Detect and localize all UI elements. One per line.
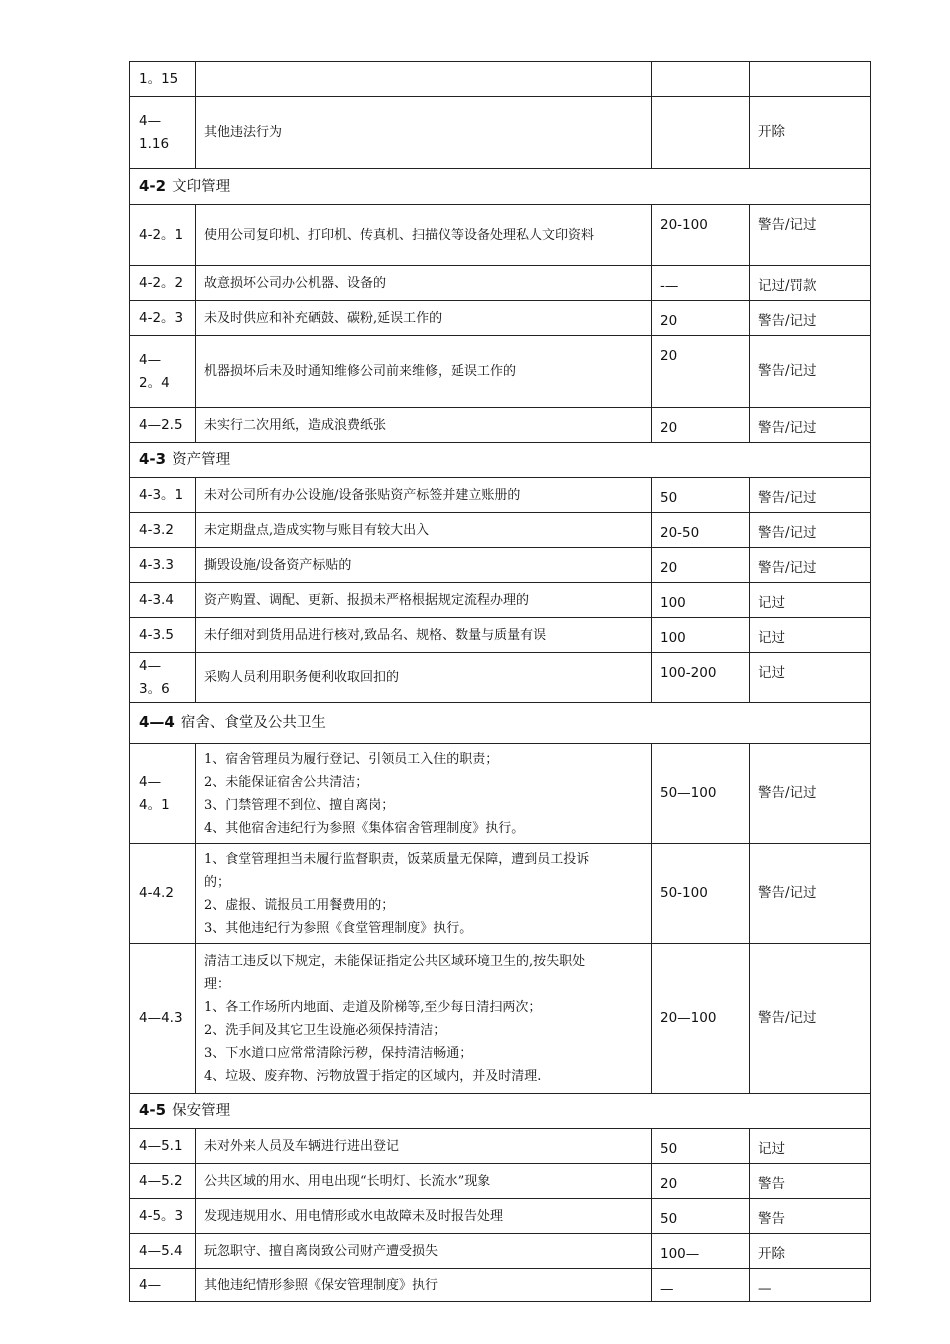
item-description [196, 478, 652, 513]
section-header-row [130, 1094, 871, 1129]
penalty: 记过 [750, 583, 871, 618]
section-name: 保安管理 [172, 1103, 231, 1119]
item-code: 4-5。3 [130, 1199, 196, 1234]
fine-amount: 100 [652, 583, 750, 618]
item-code: 4— 4。1 [130, 744, 196, 844]
item-code: 4—5.4 [130, 1234, 196, 1269]
penalty: 警告/记过 [750, 408, 871, 443]
section-header-row [130, 443, 871, 478]
description-line: 清洁工违反以下规定，未能保证指定公共区域环境卫生的,按失职处 [204, 953, 586, 969]
penalty: 警告 [750, 1164, 871, 1199]
item-code: 4—2.5 [130, 408, 196, 443]
fine-amount: 50—100 [652, 744, 750, 844]
penalty: 警告/记过 [750, 548, 871, 583]
penalty: 开除 [750, 1234, 871, 1269]
item-code: 4— [130, 1269, 196, 1302]
fine-amount: 20 [652, 1164, 750, 1199]
description-line: 资产购置、调配、更新、报损未严格根据规定流程办理的 [204, 592, 530, 608]
description-line: 2、虚报、谎报员工用餐费用的； [204, 897, 395, 913]
description-line: 的； [204, 874, 231, 890]
fine-amount: 100— [652, 1234, 750, 1269]
item-description [196, 513, 652, 548]
penalty: 警告/记过 [750, 205, 871, 266]
penalty: 记过 [750, 618, 871, 653]
item-description [196, 336, 652, 408]
item-description [196, 744, 652, 844]
description-line: 3、下水道口应常常清除污秽，保持清洁畅通； [204, 1045, 473, 1061]
penalty: 警告/记过 [750, 944, 871, 1094]
table-row [130, 618, 871, 653]
fine-amount: 50 [652, 1199, 750, 1234]
fine-amount: 20 [652, 408, 750, 443]
item-description [196, 266, 652, 301]
penalty: 警告 [750, 1199, 871, 1234]
section-number: 4-2 [139, 176, 167, 195]
fine-amount [652, 97, 750, 169]
description-line: 2、洗手间及其它卫生设施必须保持清洁； [204, 1022, 447, 1038]
item-description [196, 583, 652, 618]
table-row [130, 301, 871, 336]
section-title [130, 443, 871, 478]
item-description [196, 1234, 652, 1269]
description-line: 4、其他宿舍违纪行为参照《集体宿舍管理制度》执行。 [204, 820, 525, 836]
item-description [196, 205, 652, 266]
table-row [130, 1234, 871, 1269]
table-row [130, 844, 871, 944]
description-line: 2、未能保证宿舍公共清洁； [204, 774, 369, 790]
description-line: 发现违规用水、用电情形或水电故障未及时报告处理 [204, 1208, 504, 1224]
table-row [130, 336, 871, 408]
description-line: 使用公司复印机、打印机、传真机、扫描仪等设备处理私人文印资料 [204, 227, 595, 243]
penalty: 警告/记过 [750, 844, 871, 944]
table-row [130, 97, 871, 169]
item-description [196, 1199, 652, 1234]
description-line: 1、各工作场所内地面、走道及阶梯等,至少每日清扫两次； [204, 999, 542, 1015]
item-code: 4-2。3 [130, 301, 196, 336]
table-row [130, 1129, 871, 1164]
fine-amount: 50 [652, 1129, 750, 1164]
item-description [196, 1164, 652, 1199]
item-code: 4-3.5 [130, 618, 196, 653]
section-number: 4-3 [139, 450, 167, 468]
penalty: 记过/罚款 [750, 266, 871, 301]
table-row [130, 205, 871, 266]
fine-amount: 100-200 [652, 653, 750, 703]
fine-amount: 20—100 [652, 944, 750, 1094]
section-number: 4—4 [139, 713, 175, 731]
fine-amount: 50 [652, 478, 750, 513]
penalty [750, 62, 871, 97]
fine-amount [652, 62, 750, 97]
fine-amount: 20 [652, 301, 750, 336]
table-row [130, 478, 871, 513]
item-description [196, 408, 652, 443]
fine-amount: 20 [652, 336, 750, 408]
item-description [196, 62, 652, 97]
item-description [196, 618, 652, 653]
table-row [130, 1164, 871, 1199]
item-code: 4—5.2 [130, 1164, 196, 1199]
item-code: 4-2。2 [130, 266, 196, 301]
description-line: 公共区域的用水、用电出现“长明灯、长流水”现象 [204, 1173, 491, 1189]
fine-amount: 20 [652, 548, 750, 583]
table-row [130, 944, 871, 1094]
table-row [130, 583, 871, 618]
description-line: 3、门禁管理不到位、擅自离岗； [204, 797, 395, 813]
description-line: 未及时供应和补充硒鼓、碳粉,延误工作的 [204, 310, 443, 326]
description-line: 3、其他违纪行为参照《食堂管理制度》执行。 [204, 920, 473, 936]
table-row [130, 266, 871, 301]
table-row [130, 513, 871, 548]
item-description [196, 1129, 652, 1164]
section-header-row [130, 703, 871, 744]
penalty: 记过 [750, 1129, 871, 1164]
table-row [130, 744, 871, 844]
penalty: 警告/记过 [750, 744, 871, 844]
section-name: 宿舍、食堂及公共卫生 [180, 715, 326, 731]
table-row [130, 408, 871, 443]
section-title [130, 169, 871, 205]
section-number: 4-5 [139, 1101, 167, 1119]
description-line: 4、垃圾、废弃物、污物放置于指定的区域内，并及时清理. [204, 1068, 542, 1084]
description-line: 未定期盘点,造成实物与账目有较大出入 [204, 522, 430, 538]
penalty: — [750, 1269, 871, 1302]
item-code: 4-3.2 [130, 513, 196, 548]
item-code: 4-3。1 [130, 478, 196, 513]
discipline-table [129, 61, 871, 1302]
item-code: 4-3.3 [130, 548, 196, 583]
description-line: 未仔细对到货用品进行核对,致品名、规格、数量与质量有误 [204, 627, 547, 643]
table-row [130, 1269, 871, 1302]
section-title [130, 703, 871, 744]
item-description [196, 944, 652, 1094]
table-row [130, 62, 871, 97]
item-code: 4-4.2 [130, 844, 196, 944]
penalty: 警告/记过 [750, 336, 871, 408]
section-name: 资产管理 [172, 452, 231, 468]
penalty: 警告/记过 [750, 513, 871, 548]
fine-amount: 100 [652, 618, 750, 653]
penalty: 记过 [750, 653, 871, 703]
description-line: 理： [204, 976, 231, 992]
description-line: 1、宿舍管理员为履行登记、引领员工入住的职责； [204, 751, 499, 767]
penalty: 开除 [750, 97, 871, 169]
item-code: 4— 1.16 [130, 97, 196, 169]
description-line: 其他违纪情形参照《保安管理制度》执行 [204, 1277, 439, 1293]
item-code: 1。15 [130, 62, 196, 97]
fine-amount: -— [652, 266, 750, 301]
penalty: 警告/记过 [750, 478, 871, 513]
description-line: 撕毁设施/设备资产标贴的 [204, 557, 352, 573]
table-row [130, 653, 871, 703]
item-description [196, 844, 652, 944]
fine-amount: 20-50 [652, 513, 750, 548]
penalty: 警告/记过 [750, 301, 871, 336]
description-line: 未实行二次用纸，造成浪费纸张 [204, 417, 387, 433]
item-code: 4—4.3 [130, 944, 196, 1094]
description-line: 机器损坏后未及时通知维修公司前来维修，延误工作的 [204, 364, 517, 379]
item-code: 4-2。1 [130, 205, 196, 266]
description-line: 未对外来人员及车辆进行进出登记 [204, 1138, 400, 1154]
section-header-row [130, 169, 871, 205]
description-line: 采购人员利用职务便利收取回扣的 [204, 670, 400, 685]
description-line: 未对公司所有办公设施/设备张贴资产标签并建立账册的 [204, 487, 521, 503]
table-row [130, 1199, 871, 1234]
description-line: 其他违法行为 [204, 125, 283, 140]
item-description [196, 548, 652, 583]
fine-amount: — [652, 1269, 750, 1302]
item-description [196, 301, 652, 336]
item-code: 4— 2。4 [130, 336, 196, 408]
table-row [130, 548, 871, 583]
section-name: 文印管理 [172, 178, 231, 195]
item-description [196, 97, 652, 169]
section-title [130, 1094, 871, 1129]
item-code: 4— 3。6 [130, 653, 196, 703]
description-line: 玩忽职守、擅自离岗致公司财产遭受损失 [204, 1243, 439, 1259]
item-description [196, 653, 652, 703]
fine-amount: 50-100 [652, 844, 750, 944]
fine-amount: 20-100 [652, 205, 750, 266]
description-line: 故意损坏公司办公机器、设备的 [204, 275, 387, 291]
item-description [196, 1269, 652, 1302]
description-line: 1、食堂管理担当未履行监督职责，饭菜质量无保障，遭到员工投诉 [204, 851, 590, 867]
item-code: 4—5.1 [130, 1129, 196, 1164]
item-code: 4-3.4 [130, 583, 196, 618]
